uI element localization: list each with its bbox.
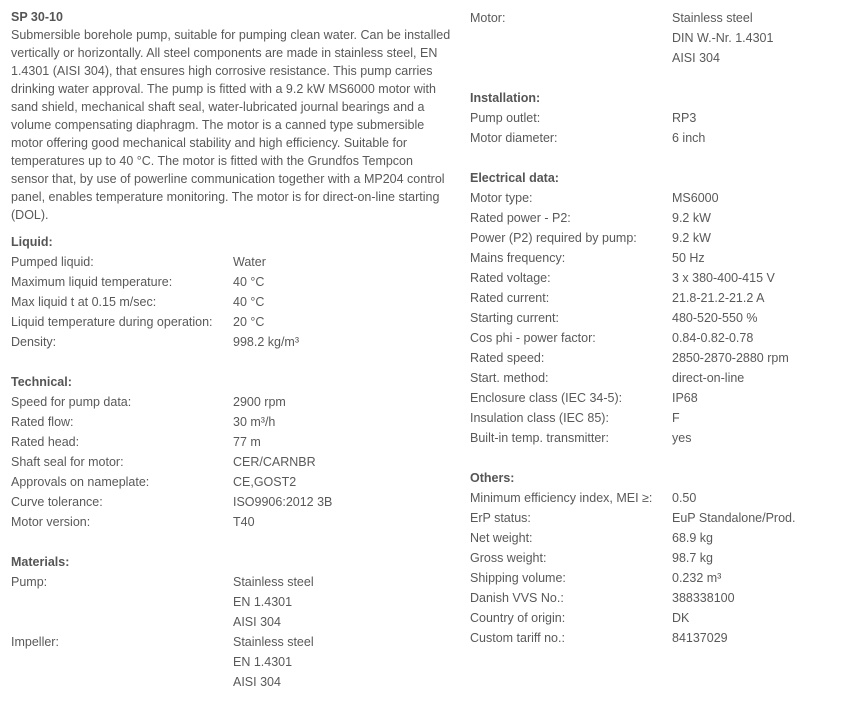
spec-value: 21.8-21.2-21.2 A [672, 291, 765, 305]
spec-row [11, 312, 451, 332]
spec-row [11, 332, 451, 352]
spec-label: Max liquid t at 0.15 m/sec: [11, 295, 157, 309]
spec-row [11, 392, 451, 412]
spec-label: Density: [11, 335, 57, 349]
spec-value: direct-on-line [672, 371, 745, 385]
spec-row [470, 28, 860, 48]
spec-value: IP68 [672, 391, 698, 405]
spec-row [470, 568, 860, 588]
spec-value: Stainless steel [233, 635, 314, 649]
spec-row [11, 492, 451, 512]
installation-table [470, 108, 860, 148]
spec-label: Shaft seal for motor: [11, 455, 124, 469]
spec-value: DK [672, 611, 690, 625]
spec-label: Motor: [470, 11, 506, 25]
spec-value: 6 inch [672, 131, 706, 145]
spec-label: Cos phi - power factor: [470, 331, 596, 345]
section-heading-technical: Technical: [11, 375, 72, 389]
spec-value: 50 Hz [672, 251, 705, 265]
spec-label: Impeller: [11, 635, 59, 649]
spec-label: Pump outlet: [470, 111, 541, 125]
spec-row [470, 388, 860, 408]
spec-row [470, 548, 860, 568]
spec-label: Built-in temp. transmitter: [470, 431, 609, 445]
spec-label: Motor type: [470, 191, 533, 205]
spec-label: Mains frequency: [470, 251, 566, 265]
spec-row [470, 368, 860, 388]
spec-value: 40 °C [233, 295, 265, 309]
spec-label: Custom tariff no.: [470, 631, 565, 645]
spec-label: Maximum liquid temperature: [11, 275, 173, 289]
spec-row [470, 188, 860, 208]
spec-row [470, 248, 860, 268]
spec-label: Start. method: [470, 371, 549, 385]
spec-value: 388338100 [672, 591, 735, 605]
spec-value: 9.2 kW [672, 211, 711, 225]
section-heading-electrical: Electrical data: [470, 171, 559, 185]
spec-value: 98.7 kg [672, 551, 714, 565]
spec-value: AISI 304 [233, 675, 281, 689]
section-heading-installation: Installation: [470, 91, 541, 105]
spec-label: Rated power - P2: [470, 211, 571, 225]
spec-row [11, 452, 451, 472]
spec-value: Stainless steel [672, 11, 753, 25]
spec-value: 40 °C [233, 275, 265, 289]
spec-label: Danish VVS No.: [470, 591, 564, 605]
spec-row [11, 652, 451, 672]
spec-value: AISI 304 [672, 51, 720, 65]
spec-row [470, 408, 860, 428]
spec-value: T40 [233, 515, 255, 529]
spec-value: 0.232 m³ [672, 571, 722, 585]
spec-label: Starting current: [470, 311, 559, 325]
others-table [470, 488, 860, 648]
spec-value: EuP Standalone/Prod. [672, 511, 796, 525]
liquid-table [11, 252, 451, 352]
spec-row [470, 228, 860, 248]
spec-row [11, 632, 451, 652]
spec-value: 30 m³/h [233, 415, 276, 429]
spec-row [470, 488, 860, 508]
spec-value: EN 1.4301 [233, 655, 293, 669]
spec-label: Approvals on nameplate: [11, 475, 150, 489]
section-heading-materials: Materials: [11, 555, 70, 569]
spec-value: MS6000 [672, 191, 719, 205]
spec-row [470, 108, 860, 128]
spec-row [470, 48, 860, 68]
spec-label: ErP status: [470, 511, 531, 525]
spec-row [470, 328, 860, 348]
spec-label: Motor version: [11, 515, 91, 529]
spec-label: Gross weight: [470, 551, 547, 565]
spec-row [11, 292, 451, 312]
spec-value: 2850-2870-2880 rpm [672, 351, 789, 365]
spec-label: Curve tolerance: [11, 495, 103, 509]
spec-row [470, 308, 860, 328]
spec-label: Enclosure class (IEC 34-5): [470, 391, 623, 405]
spec-row [11, 432, 451, 452]
spec-value: 0.84-0.82-0.78 [672, 331, 754, 345]
spec-row [11, 252, 451, 272]
spec-label: Insulation class (IEC 85): [470, 411, 609, 425]
spec-value: AISI 304 [233, 615, 281, 629]
spec-value: Stainless steel [233, 575, 314, 589]
spec-value: Water [233, 255, 266, 269]
spec-value: EN 1.4301 [233, 595, 293, 609]
spec-label: Shipping volume: [470, 571, 566, 585]
spec-row [470, 608, 860, 628]
spec-value: 77 m [233, 435, 261, 449]
motor-table [470, 8, 860, 68]
spec-row [470, 268, 860, 288]
spec-label: Pumped liquid: [11, 255, 94, 269]
spec-row [470, 628, 860, 648]
spec-label: Speed for pump data: [11, 395, 132, 409]
spec-value: 68.9 kg [672, 531, 714, 545]
section-heading-others: Others: [470, 471, 515, 485]
spec-label: Rated voltage: [470, 271, 551, 285]
materials-table [11, 572, 451, 692]
spec-row [470, 428, 860, 448]
spec-value: 0.50 [672, 491, 697, 505]
spec-label: Rated current: [470, 291, 550, 305]
spec-value: 9.2 kW [672, 231, 711, 245]
spec-row [470, 588, 860, 608]
spec-value: DIN W.-Nr. 1.4301 [672, 31, 774, 45]
spec-label: Rated flow: [11, 415, 74, 429]
spec-row [11, 472, 451, 492]
spec-label: Rated head: [11, 435, 80, 449]
product-description: Submersible borehole pump, suitable for pumping clean water. Can be installed vertically or horizontally. All steel components are made in stainless steel, EN 1.4301 (AISI 304), that ensures high corrosive resistance. This pump carries drinking water approval. The pump is fitted with a 9.2 kW MS6000 motor with sand shield, mechanical shaft seal, water-lubricated journal bearings and a volume compensating diaphragm. The motor is a canned type submersible motor offering good mechanical stability and high efficiency. Suitable for temperatures up to 40 °C. The motor is fitted with the Grundfos Tempcon sensor that, by use of powerline communication together with a MP204 control panel, enables temperature monitoring. The motor is for direct-on-line starting (DOL). [11, 28, 451, 222]
spec-value: RP3 [672, 111, 697, 125]
spec-value: 20 °C [233, 315, 265, 329]
spec-label: Rated speed: [470, 351, 545, 365]
spec-row [470, 288, 860, 308]
spec-label: Liquid temperature during operation: [11, 315, 213, 329]
electrical-table [470, 188, 860, 448]
spec-value: CER/CARNBR [233, 455, 316, 469]
spec-value: F [672, 411, 680, 425]
spec-row [470, 8, 860, 28]
spec-value: 998.2 kg/m³ [233, 335, 300, 349]
technical-table [11, 392, 451, 532]
section-heading-liquid: Liquid: [11, 235, 53, 249]
spec-label: Power (P2) required by pump: [470, 231, 637, 245]
spec-row [11, 672, 451, 692]
spec-row [11, 512, 451, 532]
spec-row [470, 508, 860, 528]
spec-label: Country of origin: [470, 611, 566, 625]
left-column [11, 8, 451, 692]
spec-row [11, 572, 451, 592]
spec-value: 3 x 380-400-415 V [672, 271, 775, 285]
spec-value: 480-520-550 % [672, 311, 758, 325]
spec-value: ISO9906:2012 3B [233, 495, 333, 509]
spec-value: yes [672, 431, 692, 445]
spec-value: CE,GOST2 [233, 475, 297, 489]
spec-row [11, 412, 451, 432]
spec-row [470, 348, 860, 368]
spec-label: Pump: [11, 575, 48, 589]
spec-value: 84137029 [672, 631, 728, 645]
right-column [470, 8, 860, 648]
spec-row [11, 592, 451, 612]
spec-row [11, 612, 451, 632]
spec-row [11, 272, 451, 292]
spec-value: 2900 rpm [233, 395, 286, 409]
product-title: SP 30-10 [11, 10, 63, 24]
spec-label: Minimum efficiency index, MEI ≥: [470, 491, 653, 505]
spec-label: Motor diameter: [470, 131, 558, 145]
spec-row [470, 208, 860, 228]
spec-row [470, 528, 860, 548]
spec-row [470, 128, 860, 148]
spec-label: Net weight: [470, 531, 533, 545]
